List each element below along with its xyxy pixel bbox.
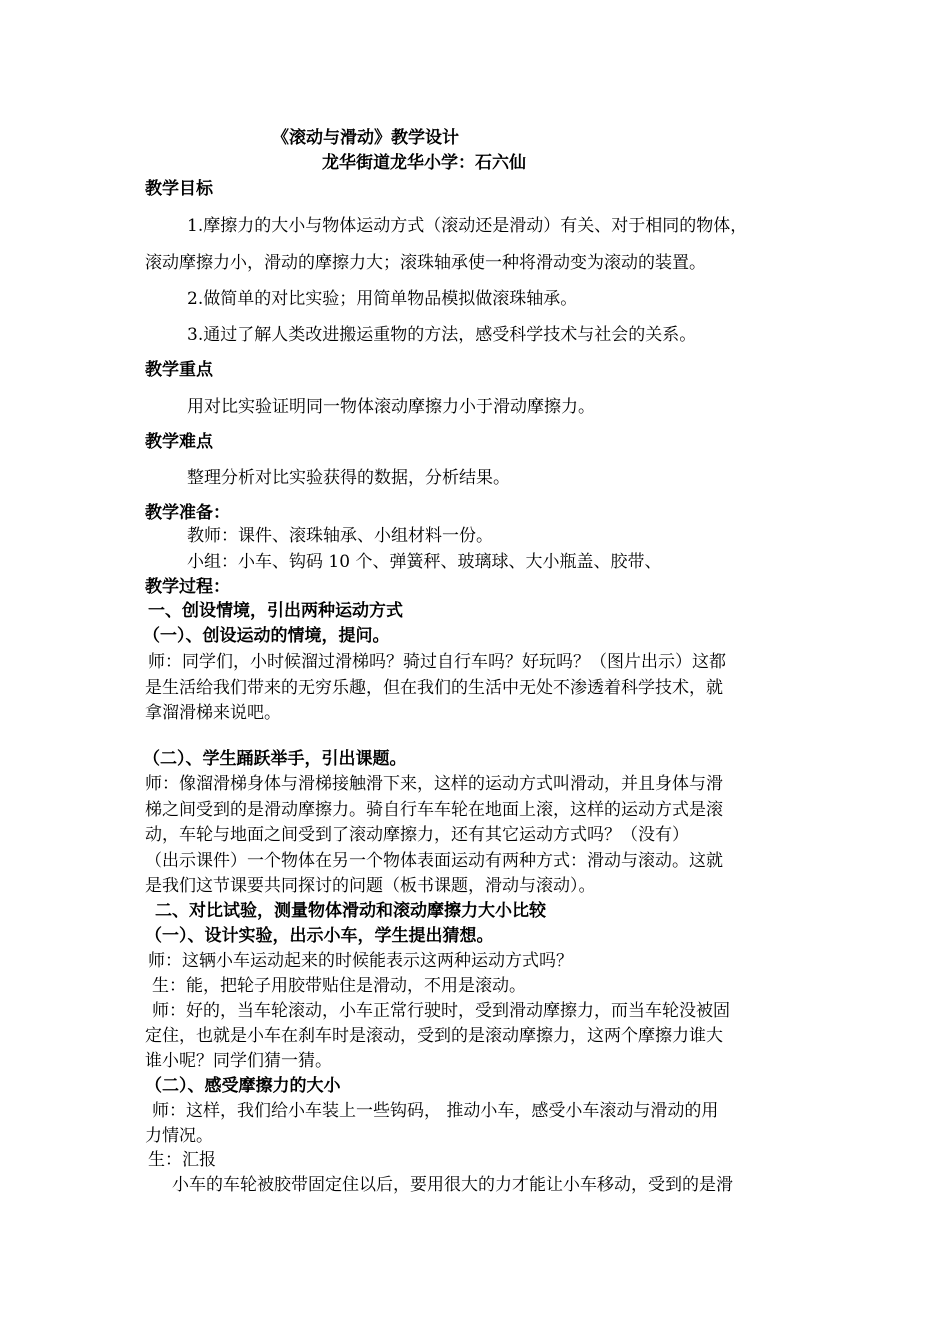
subsection-heading: （二）、学生踊跃举手，引出课题。 [143, 749, 407, 769]
paragraph-line: 定住，也就是小车在刹车时是滚动，受到的是滚动摩擦力，这两个摩擦力谁大 [145, 1026, 723, 1046]
section-heading: 教学难点 [145, 432, 213, 452]
subsection-heading: （一）、创设运动的情境，提问。 [143, 626, 390, 646]
paragraph-line: 小组：小车、钩码 10 个、弹簧秤、玻璃球、大小瓶盖、胶带、 [187, 552, 662, 572]
paragraph-line: 师：这辆小车运动起来的时候能表示这两种运动方式吗？ [148, 951, 573, 971]
paragraph-line: 小车的车轮被胶带固定住以后，要用很大的力才能让小车移动，受到的是滑 [172, 1175, 733, 1195]
section-heading: 教学重点 [145, 360, 213, 380]
paragraph-line: 力情况。 [145, 1126, 213, 1146]
paragraph-line: 拿溜滑梯来说吧。 [145, 703, 281, 723]
paragraph-line: 2.做简单的对比实验；用简单物品模拟做滚珠轴承。 [187, 289, 578, 309]
subsection-heading: （二）、感受摩擦力的大小 [145, 1076, 341, 1096]
paragraph-line: 用对比实验证明同一物体滚动摩擦力小于滑动摩擦力。 [187, 397, 595, 417]
section-heading: 教学准备： [145, 503, 230, 523]
section-heading: 教学过程： [145, 577, 230, 597]
document-title: 《滚动与滑动》教学设计 [272, 128, 459, 148]
section-heading: 教学目标 [145, 179, 213, 199]
paragraph-line: 滚动摩擦力小，滑动的摩擦力大；滚珠轴承使一种将滑动变为滚动的装置。 [145, 253, 706, 273]
paragraph-line: 师：像溜滑梯身体与滑梯接触滑下来，这样的运动方式叫滑动，并且身体与滑 [145, 774, 723, 794]
paragraph-line: 师：同学们，小时候溜过滑梯吗？骑过自行车吗？好玩吗？（图片出示）这都 [148, 652, 726, 672]
paragraph-line: 谁小呢？同学们猜一猜。 [145, 1051, 332, 1071]
paragraph-line: 教师：课件、滚珠轴承、小组材料一份。 [187, 526, 493, 546]
subsection-heading: 一、创设情境，引出两种运动方式 [148, 601, 403, 621]
paragraph-line: 师：好的，当车轮滚动，小车正常行驶时，受到滑动摩擦力，而当车轮没被固 [152, 1001, 730, 1021]
paragraph-line: 是生活给我们带来的无穷乐趣，但在我们的生活中无处不渗透着科学技术，就 [145, 678, 723, 698]
paragraph-line: 动，车轮与地面之间受到了滚动摩擦力，还有其它运动方式吗？（没有） [145, 825, 689, 845]
paragraph-line: 梯之间受到的是滑动摩擦力。骑自行车车轮在地面上滚，这样的运动方式是滚 [145, 800, 723, 820]
document-author: 龙华街道龙华小学：石六仙 [322, 153, 526, 173]
subsection-heading: （一）、设计实验，出示小车，学生提出猜想。 [145, 926, 494, 946]
paragraph-line: （出示课件）一个物体在另一个物体表面运动有两种方式：滑动与滚动。这就 [145, 851, 723, 871]
paragraph-line: 生：汇报 [148, 1150, 216, 1170]
paragraph-line: 是我们这节课要共同探讨的问题（板书课题，滑动与滚动）。 [145, 876, 596, 896]
paragraph-line: 整理分析对比实验获得的数据，分析结果。 [187, 468, 510, 488]
paragraph-line: 生：能，把轮子用胶带贴住是滑动，不用是滚动。 [152, 976, 526, 996]
paragraph-line: 3.通过了解人类改进搬运重物的方法，感受科学技术与社会的关系。 [187, 325, 697, 345]
paragraph-line: 师：这样，我们给小车装上一些钩码， 推动小车，感受小车滚动与滑动的用 [152, 1101, 719, 1121]
subsection-heading: 二、对比试验，测量物体滑动和滚动摩擦力大小比较 [155, 901, 546, 921]
paragraph-line: 1.摩擦力的大小与物体运动方式（滚动还是滑动）有关、对于相同的物体， [187, 216, 748, 236]
